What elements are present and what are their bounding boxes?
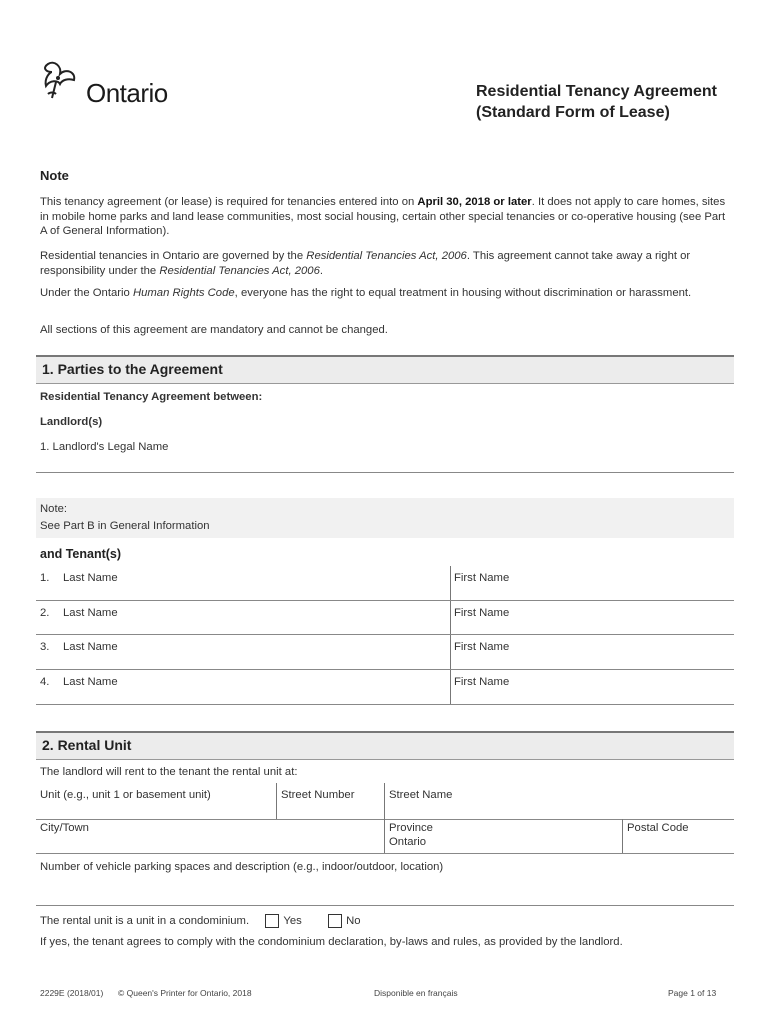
condo-yes-label: Yes xyxy=(283,915,302,927)
tenant-row-4[interactable] xyxy=(36,670,734,705)
tenant-1-last-name-label: Last Name xyxy=(63,572,118,584)
tenants-label: and Tenant(s) xyxy=(40,547,122,561)
page-number: Page 1 of 13 xyxy=(668,988,717,998)
section-1-header xyxy=(36,355,734,384)
condo-no-checkbox[interactable] xyxy=(328,914,342,928)
ontario-wordmark: Ontario xyxy=(86,78,168,108)
condo-no-label: No xyxy=(346,915,361,927)
tenant-1-number: 1. xyxy=(40,572,50,584)
tenant-table xyxy=(36,566,734,705)
province-label: Province xyxy=(389,822,433,834)
tenant-3-number: 3. xyxy=(40,641,50,653)
condo-note: If yes, the tenant agrees to comply with the condominium declaration, by-laws and rules, as provided by the landlord. xyxy=(40,936,623,948)
unit-label: Unit (e.g., unit 1 or basement unit) xyxy=(40,789,211,801)
condo-yes-checkbox[interactable] xyxy=(265,914,279,928)
agreement-between-label: Residential Tenancy Agreement between: xyxy=(40,391,263,403)
parking-field[interactable] xyxy=(36,853,734,906)
condo-question: The rental unit is a unit in a condominium. xyxy=(40,915,250,927)
note-paragraph-3: Under the Ontario Human Rights Code, everyone has the right to equal treatment in housing without discrimination or harassment. xyxy=(40,287,692,299)
tenant-row-2[interactable] xyxy=(36,601,734,635)
section-2-header xyxy=(36,731,734,760)
note-paragraph-4: All sections of this agreement are mandatory and cannot be changed. xyxy=(40,324,388,336)
address-row-2 xyxy=(36,819,734,854)
tenant-2-number: 2. xyxy=(40,607,50,619)
street-number-label: Street Number xyxy=(281,789,355,801)
landlord-legal-name-field[interactable] xyxy=(36,436,734,473)
province-value: Ontario xyxy=(389,836,427,848)
tenant-2-first-name-label: First Name xyxy=(454,607,510,619)
tenant-row-1[interactable] xyxy=(36,566,734,601)
landlords-label: Landlord(s) xyxy=(40,416,103,428)
parking-label: Number of vehicle parking spaces and description (e.g., indoor/outdoor, location) xyxy=(40,861,444,873)
tenant-4-first-name-label: First Name xyxy=(454,676,510,688)
city-label: City/Town xyxy=(40,822,89,834)
tenant-note-box xyxy=(36,498,734,538)
street-name-label: Street Name xyxy=(389,789,453,801)
section-2-title: 2. Rental Unit xyxy=(42,737,132,753)
note-paragraph-1: This tenancy agreement (or lease) is required for tenancies entered into on April 30, 2018 or later. It does not apply to care homes, sites in mobile home parks and land lease communities, most social housing, certain other special tenancies or co-operative housing (see Part A of General Information). xyxy=(40,196,726,237)
tenant-row-3[interactable] xyxy=(36,635,734,670)
tenant-note-text: See Part B in General Information xyxy=(40,520,210,532)
rental-unit-intro: The landlord will rent to the tenant the rental unit at: xyxy=(40,766,298,778)
tenant-3-first-name-label: First Name xyxy=(454,641,510,653)
form-id: 2229E (2018/01) xyxy=(40,988,104,998)
ontario-logo xyxy=(34,58,184,108)
note-paragraph-2: Residential tenancies in Ontario are governed by the Residential Tenancies Act, 2006. This agreement cannot take away a right or responsibility under the Residential Tenancies Act, 2006. xyxy=(40,250,691,277)
tenant-3-last-name-label: Last Name xyxy=(63,641,118,653)
tenant-2-last-name-label: Last Name xyxy=(63,607,118,619)
tenant-4-last-name-label: Last Name xyxy=(63,676,118,688)
tenant-note-heading: Note: xyxy=(40,503,68,515)
section-1-title: 1. Parties to the Agreement xyxy=(42,361,223,377)
copyright: © Queen's Printer for Ontario, 2018 xyxy=(118,988,252,998)
french-availability: Disponible en français xyxy=(374,988,458,998)
condo-question-row xyxy=(40,913,361,929)
tenant-4-number: 4. xyxy=(40,676,50,688)
postal-code-label: Postal Code xyxy=(627,822,689,834)
trillium-icon xyxy=(34,58,86,106)
tenant-1-first-name-label: First Name xyxy=(454,572,510,584)
document-title: Residential Tenancy Agreement (Standard Form of Lease) xyxy=(476,83,717,121)
address-row-1 xyxy=(36,783,734,820)
landlord-legal-name-label: 1. Landlord's Legal Name xyxy=(40,441,169,453)
note-heading: Note xyxy=(40,168,69,183)
